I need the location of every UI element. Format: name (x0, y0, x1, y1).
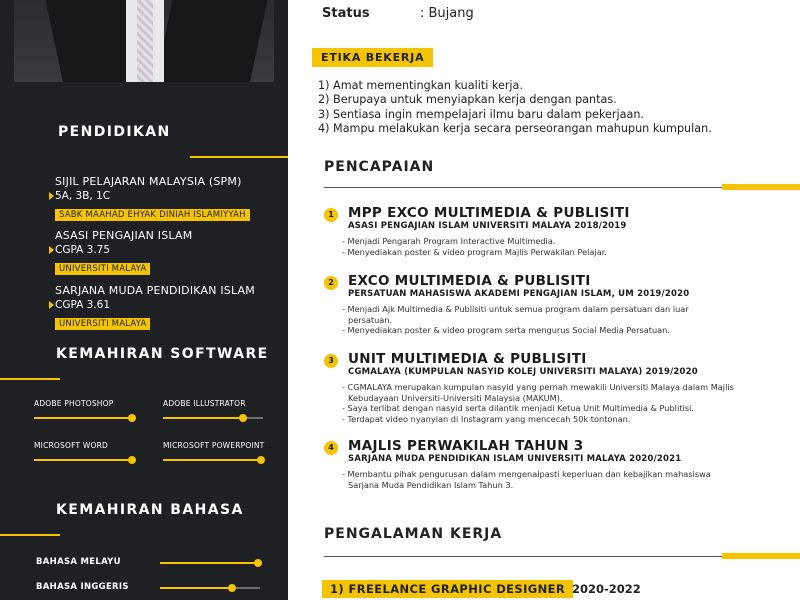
language-skill (36, 582, 276, 596)
achievement-bullet: - Saya terlibat dengan nasyid serta dilantik menjadi Ketua Unit Multimedia & Publitisi. (342, 403, 694, 414)
job-period: 2020-2022 (572, 582, 641, 596)
achievement-title: MAJLIS PERWAKILAH TAHUN 3 (348, 438, 584, 454)
education-degree: SIJIL PELAJARAN MALAYSIA (SPM) (55, 175, 242, 188)
bahasa-heading: KEMAHIRAN BAHASA (56, 502, 244, 518)
achievement-number: 1 (324, 208, 338, 222)
achievement-number: 2 (324, 276, 338, 290)
software-skill (34, 399, 144, 419)
etika-list (318, 79, 712, 136)
software-skill (34, 441, 144, 461)
software-skill (163, 399, 273, 419)
education-item (55, 284, 285, 330)
achievement-item (324, 273, 794, 336)
education-result: CGPA 3.75 (55, 244, 285, 256)
achievement-bullet: - Menjadi Pengarah Program Interactive Multimedia. (342, 236, 556, 246)
education-institution: UNIVERSITI MALAYA (55, 318, 150, 330)
achievement-title: EXCO MULTIMEDIA & PUBLISITI (348, 273, 591, 289)
etika-heading: ETIKA BEKERJA (312, 48, 433, 67)
etika-item: 3) Sentiasa ingin mempelajari ilmu baru dalam pekerjaan. (318, 107, 644, 121)
etika-item: 1) Amat mementingkan kualiti kerja. (318, 79, 523, 92)
achievement-subtitle: ASASI PENGAJIAN ISLAM UNIVERSITI MALAYA 2018/2019 (348, 221, 627, 231)
language-name: BAHASA INGGERIS (36, 582, 129, 592)
etika-item: 2) Berupaya untuk menyiapkan kerja dengan pantas. (318, 93, 617, 107)
achievement-title: UNIT MULTIMEDIA & PUBLISITI (348, 351, 587, 367)
achievement-number: 3 (324, 354, 338, 368)
profile-photo (14, 0, 274, 82)
pengalaman-accent (722, 553, 800, 559)
language-skill (36, 557, 276, 571)
education-result: 5A, 3B, 1C (55, 190, 285, 202)
software-skill-bar (34, 459, 134, 461)
achievement-bullet: - Membantu pihak pengurusan dalam mengenalpasti keperluan dan kebajikan mahasiswa Sarjana Muda Pendidikan Islam Tahun 3. (342, 469, 711, 490)
education-degree: ASASI PENGAJIAN ISLAM (55, 229, 193, 242)
software-skill-name: ADOBE PHOTOSHOP (34, 399, 114, 408)
language-bar (160, 562, 260, 564)
achievement-subtitle: SARJANA MUDA PENDIDIKAN ISLAM UNIVERSITI MALAYA 2020/2021 (348, 454, 682, 464)
education-institution: UNIVERSITI MALAYA (55, 263, 150, 275)
pendidikan-rule (190, 156, 288, 158)
software-rule (0, 378, 60, 380)
achievement-item (324, 351, 794, 424)
profile-key: Status (322, 6, 370, 21)
software-skill-bar (163, 417, 263, 419)
pengalaman-rule (324, 556, 724, 557)
etika-item: 4) Mampu melakukan kerja secara perseorangan mahupun kumpulan. (318, 121, 712, 135)
pengalaman-heading: PENGALAMAN KERJA (324, 526, 503, 542)
achievement-subtitle: PERSATUAN MAHASISWA AKADEMI PENGAJIAN ISLAM, UM 2019/2020 (348, 289, 690, 299)
pencapaian-heading: PENCAPAIAN (324, 159, 435, 175)
profile-row-status (322, 6, 474, 21)
achievement-bullet: - Menyediakan poster & video program Majlis Perwakilan Pelajar. (342, 246, 607, 257)
software-skill-bar (34, 417, 134, 419)
sidebar (0, 0, 288, 600)
pencapaian-accent (722, 184, 800, 190)
profile-value: : Bujang (420, 6, 474, 21)
pencapaian-rule (324, 187, 724, 188)
achievement-bullet: - CGMALAYA merupakan kumpulan nasyid yang pernah mewakili Universiti Malaya dalam Majlis Kebudayaan Universiti-Universiti Malaysia (MAKUM). (342, 382, 734, 403)
job-title: 1) FREELANCE GRAPHIC DESIGNER (322, 580, 573, 598)
achievement-title: MPP EXCO MULTIMEDIA & PUBLISITI (348, 205, 630, 221)
software-skill-name: MICROSOFT WORD (34, 441, 108, 450)
achievement-subtitle: CGMALAYA (KUMPULAN NASYID KOLEJ UNIVERSITI MALAYA) 2019/2020 (348, 367, 698, 377)
software-skill-bar (163, 459, 263, 461)
language-name: BAHASA MELAYU (36, 557, 121, 567)
main-content (288, 0, 800, 600)
pendidikan-heading: PENDIDIKAN (58, 124, 171, 140)
achievement-bullet: - Menjadi Ajk Multimedia & Publisiti untuk semua program dalam persatuan dan luar persatuan. (342, 304, 689, 325)
software-skill-name: MICROSOFT POWERPOINT (163, 441, 265, 450)
achievement-number: 4 (324, 441, 338, 455)
education-degree: SARJANA MUDA PENDIDIKAN ISLAM (55, 284, 255, 297)
achievement-item (324, 438, 794, 490)
software-heading: KEMAHIRAN SOFTWARE (56, 346, 269, 362)
bahasa-rule (0, 534, 60, 536)
software-skill (163, 441, 273, 461)
software-skill-name: ADOBE ILLUSTRATOR (163, 399, 246, 408)
education-item (55, 229, 285, 275)
education-result: CGPA 3.61 (55, 299, 285, 311)
language-bar (160, 587, 260, 589)
achievement-bullet: - Menyediakan poster & video program serta mengurus Social Media Persatuan. (342, 325, 670, 336)
achievement-bullet: - Terdapat video nyanyian di Instagram yang mencecah 50k tontonan. (342, 413, 631, 424)
education-institution: SABK MAAHAD EHYAK DINIAH ISLAMIYYAH (55, 209, 250, 221)
achievement-item (324, 205, 794, 257)
education-item (55, 175, 285, 221)
